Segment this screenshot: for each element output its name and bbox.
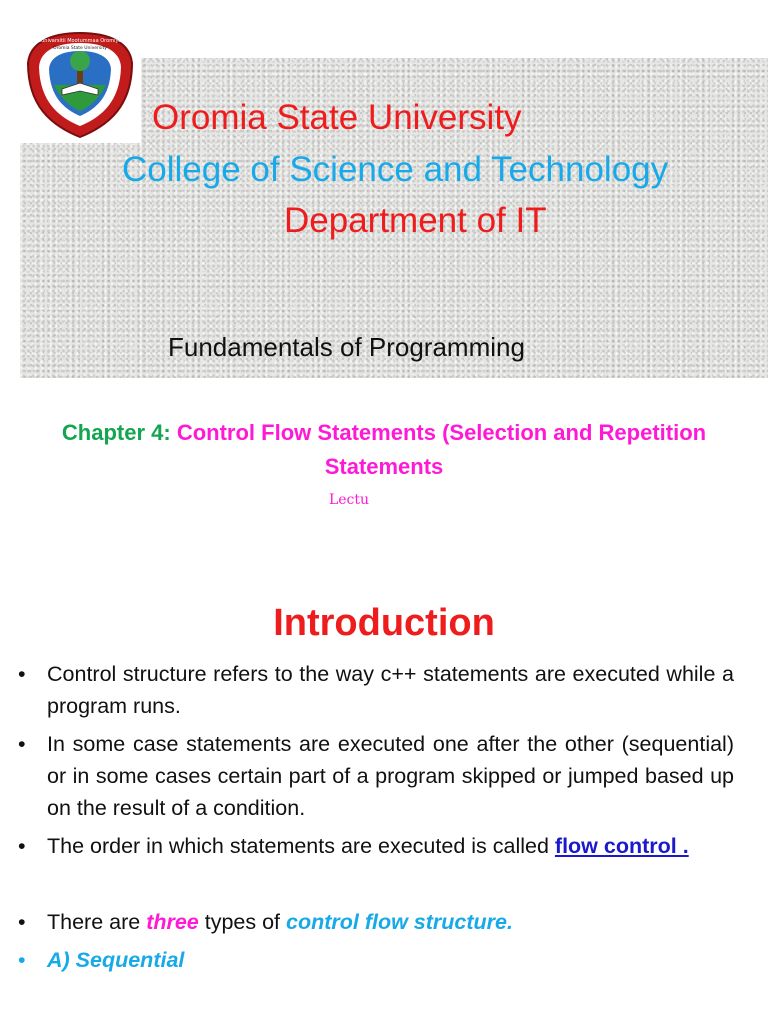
svg-text:Yuunivarsitii Mootummaa Oromiy: Yuunivarsitii Mootummaa Oromiyaa bbox=[35, 38, 125, 44]
svg-text:Oromia State University: Oromia State University bbox=[53, 46, 107, 51]
bullet-sequential bbox=[18, 944, 734, 976]
bullet-text: The order in which statements are executed is called bbox=[47, 834, 555, 858]
college-name: College of Science and Technology bbox=[122, 150, 669, 189]
chapter-heading bbox=[0, 416, 768, 484]
bullet-text: A) Sequential bbox=[47, 948, 185, 972]
department-name: Department of IT bbox=[284, 201, 547, 240]
bullet-text: Control structure refers to the way c++ statements are executed while a program runs. bbox=[47, 662, 734, 718]
chapter-title: Control Flow Statements (Selection and Repetition Statements bbox=[176, 420, 707, 479]
bullet-control-structure bbox=[18, 658, 734, 722]
bullet-sequential-or-skip bbox=[18, 728, 734, 824]
chapter-label: Chapter 4: bbox=[61, 420, 171, 445]
bullet-text: There are bbox=[47, 910, 147, 934]
bullet-three-types bbox=[18, 906, 734, 938]
bullet-flow-control bbox=[18, 830, 734, 862]
introduction-bullets bbox=[18, 658, 734, 976]
three-emphasis: three bbox=[146, 910, 199, 934]
university-name: Oromia State University bbox=[152, 98, 522, 137]
bullet-text: In some case statements are executed one after the other (sequential) or in some cases certain part of a program skipped or jumped based up on the result of a condition. bbox=[47, 732, 734, 820]
course-title: Fundamentals of Programming bbox=[168, 332, 525, 362]
introduction-heading: Introduction bbox=[273, 602, 495, 644]
control-flow-structure-emphasis: control flow structure. bbox=[286, 910, 513, 934]
bullet-text: types of bbox=[198, 910, 287, 934]
lecturer-text: Lectu bbox=[328, 492, 370, 508]
flow-control-link[interactable]: flow control . bbox=[554, 834, 689, 858]
